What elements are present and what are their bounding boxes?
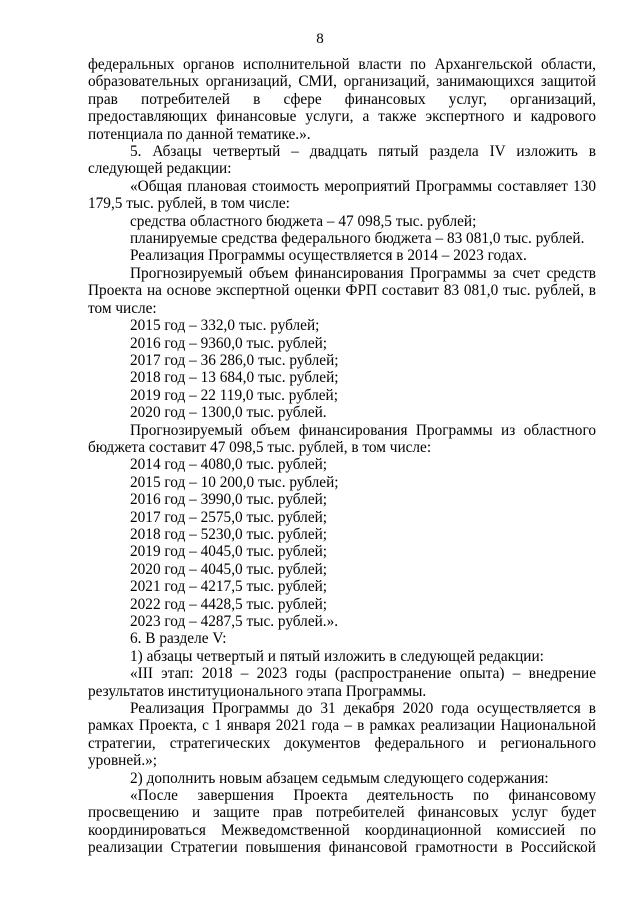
list-item: 2019 год – 22 119,0 тыс. рублей; [130,386,338,404]
paragraph: Прогнозируемый объем финансирования Программы за счет средств Проекта на основе экспертной оценки ФРП составит 83 081,0 тыс. рублей, в том числе: [88,264,596,317]
paragraph: «Общая плановая стоимость мероприятий Программы составляет 130 179,5 тыс. рублей, в том числе: [88,177,596,213]
document-body [88,56,596,857]
list-item: 2) дополнить новым абзацем седьмым следующего содержания: [130,769,549,787]
list-item: средства областного бюджета – 47 098,5 тыс. рублей; [130,212,477,230]
list-item: 2017 год – 2575,0 тыс. рублей; [130,508,328,526]
list-item: 2022 год – 4428,5 тыс. рублей; [130,595,328,613]
list-item: 2018 год – 13 684,0 тыс. рублей; [130,369,339,387]
list-item: 2020 год – 4045,0 тыс. рублей; [130,560,328,578]
page-number: 8 [316,31,324,47]
list-item: Реализация Программы осуществляется в 2014 – 2023 годах. [130,247,527,265]
list-item: 2019 год – 4045,0 тыс. рублей; [130,543,328,561]
list-item: 2020 год – 1300,0 тыс. рублей. [130,404,327,422]
list-item: 6. В разделе V: [130,630,227,648]
list-item: 1) абзацы четвертый и пятый изложить в следующей редакции: [130,647,544,665]
paragraph: Прогнозируемый объем финансирования Программы из областного бюджета составит 47 098,5 тыс. рублей, в том числе: [88,421,596,456]
paragraph: «III этап: 2018 – 2023 годы (распространение опыта) – внедрение результатов институционального этапа Программы. [88,665,596,700]
list-item: 2018 год – 5230,0 тыс. рублей; [130,525,328,543]
paragraph: федеральных органов исполнительной власти по Архангельской области, образовательных организаций, СМИ, организаций, занимающихся защитой прав потребителей в сфере финансовых услуг, организаций, предоставляющих финансовые услуги, а также экспертного и кадрового потенциала по данной тематике.». [88,56,596,143]
list-item: 2023 год – 4287,5 тыс. рублей.». [130,613,339,630]
paragraph: 5. Абзацы четвертый – двадцать пятый раздела IV изложить в следующей редакции: [88,143,596,178]
list-item: 2014 год – 4080,0 тыс. рублей; [130,456,328,474]
list-item: планируемые средства федерального бюджета – 83 081,0 тыс. рублей. [130,230,585,248]
paragraph: Реализация Программы до 31 декабря 2020 года осуществляется в рамках Проекта, с 1 января 2021 года – в рамках реализации Национальной стратегии, стратегических документов федерального и регионального уровней.»; [88,700,596,770]
list-item: 2016 год – 3990,0 тыс. рублей; [130,491,328,509]
list-item: 2017 год – 36 286,0 тыс. рублей; [130,351,339,369]
list-item: 2016 год – 9360,0 тыс. рублей; [130,334,328,352]
list-item: 2015 год – 332,0 тыс. рублей; [130,317,320,335]
list-item: 2021 год – 4217,5 тыс. рублей; [130,578,328,596]
list-item: 2015 год – 10 200,0 тыс. рублей; [130,473,339,491]
paragraph: «После завершения Проекта деятельность по финансовому просвещению и защите прав потребителей финансовых услуг будет координироваться Межведомственной координационной комиссией по реализации Стратегии повышения финансовой грамотности в Российской [88,787,596,857]
